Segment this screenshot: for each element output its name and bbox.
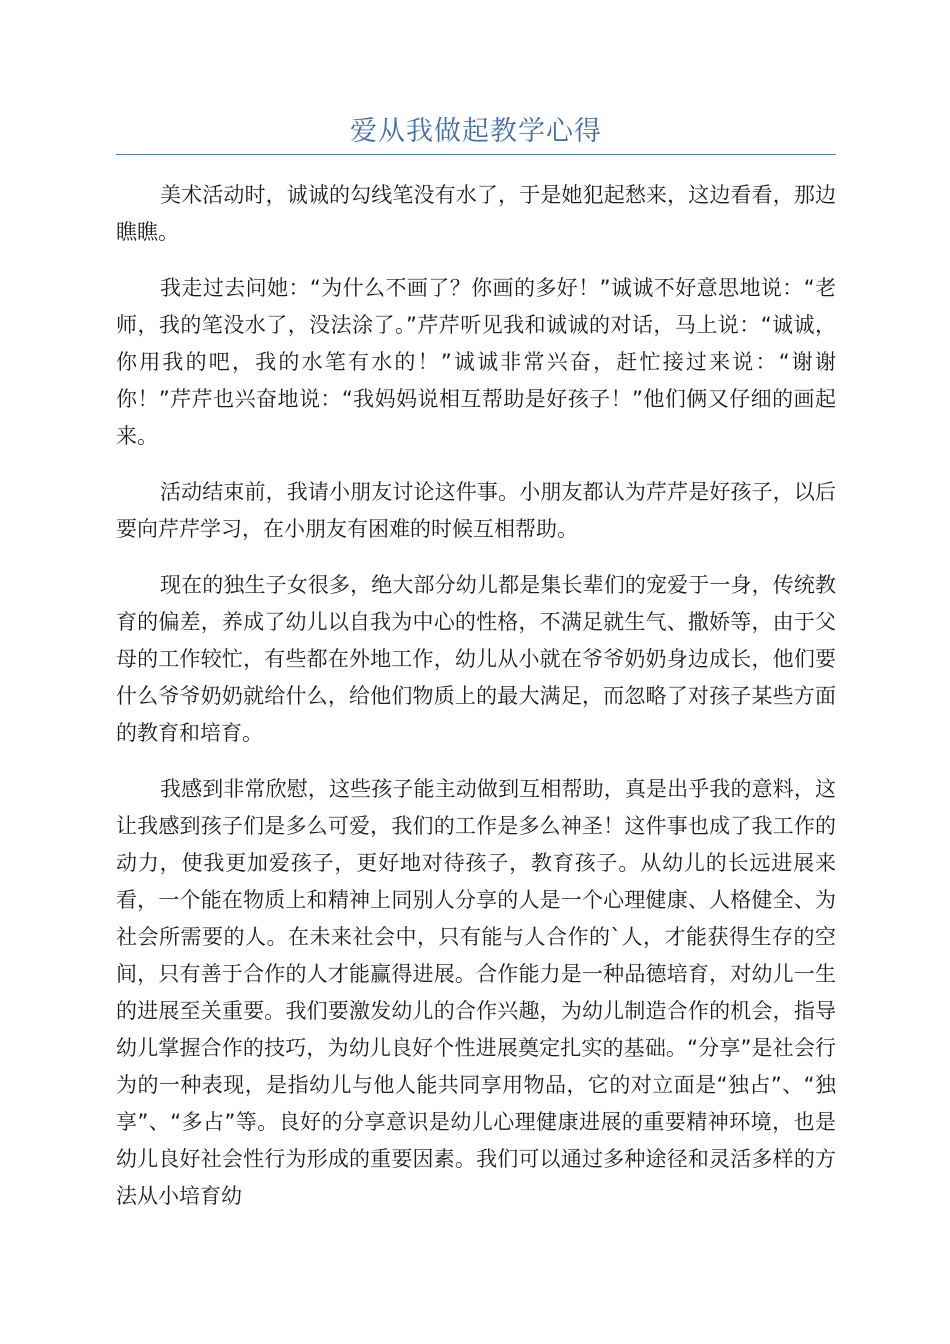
document-body [116, 177, 836, 1234]
paragraph-4: 现在的独生子女很多，绝大部分幼儿都是集长辈们的宠爱于一身，传统教育的偏差，养成了幼儿以自我为中心的性格，不满足就生气、撒娇等，由于父母的工作较忙，有些都在外地工作，幼儿从小就在爷爷奶奶身边成长，他们要什么爷爷奶奶就给什么，给他们物质上的最大满足，而忽略了对孩子某些方面的教育和培育。 [116, 573, 836, 745]
paragraph-1: 美术活动时，诚诚的勾线笔没有水了，于是她犯起愁来，这边看看，那边瞧瞧。 [116, 183, 836, 244]
title-underline [116, 154, 836, 155]
paragraph-3: 活动结束前，我请小朋友讨论这件事。小朋友都认为芹芹是好孩子，以后要向芹芹学习，在小朋友有困难的时候互相帮助。 [116, 480, 836, 541]
paragraph-2: 我走过去问她：“为什么不画了？你画的多好！”诚诚不好意思地说：“老师，我的笔没水了，没法涂了。”芹芹听见我和诚诚的对话，马上说：“诚诚，你用我的吧，我的水笔有水的！”诚诚非常兴奋，赶忙接过来说：“谢谢你！”芹芹也兴奋地说：“我妈妈说相互帮助是好孩子！”他们俩又仔细的画起来。 [116, 276, 836, 448]
paragraph-5: 我感到非常欣慰，这些孩子能主动做到互相帮助，真是出乎我的意料，这让我感到孩子们是多么可爱，我们的工作是多么神圣！这件事也成了我工作的动力，使我更加爱孩子，更好地对待孩子，教育孩子。从幼儿的长远进展来看，一个能在物质上和精神上同别人分享的人是一个心理健康、人格健全、为社会所需要的人。在未来社会中，只有能与人合作的`人，才能获得生存的空间，只有善于合作的人才能赢得进展。合作能力是一种品德培育，对幼儿一生的进展至关重要。我们要激发幼儿的合作兴趣，为幼儿制造合作的机会，指导幼儿掌握合作的技巧，为幼儿良好个性进展奠定扎实的基础。“分享”是社会行为的一种表现，是指幼儿与他人能共同享用物品，它的对立面是“独占”、“独享”、“多占”等。良好的分享意识是幼儿心理健康进展的重要精神环境，也是幼儿良好社会性行为形成的重要因素。我们可以通过多种途径和灵活多样的方法从小培育幼 [116, 777, 836, 1208]
document-title: 爱从我做起教学心得 [350, 116, 602, 147]
